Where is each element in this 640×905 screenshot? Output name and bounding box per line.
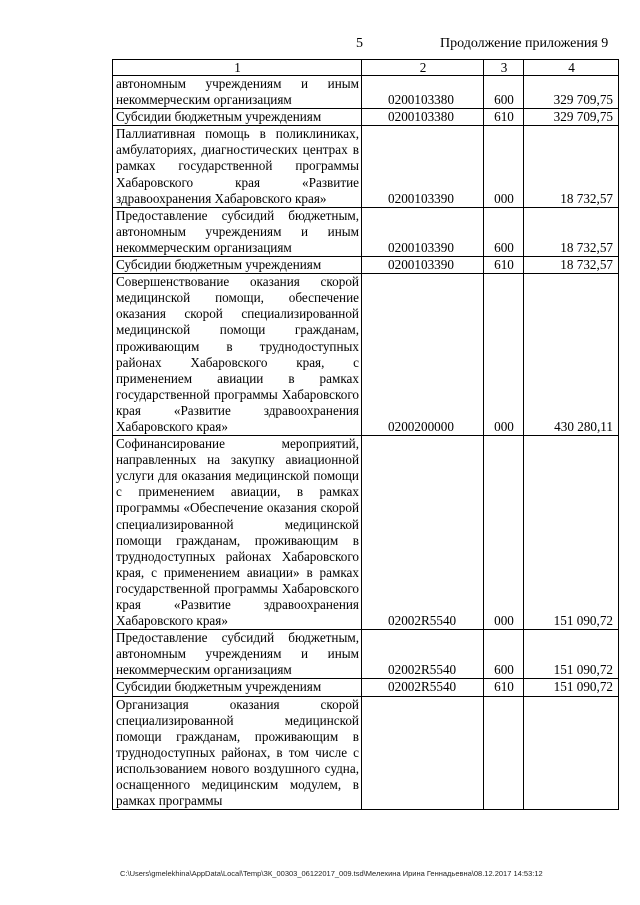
continuation-label: Продолжение приложения 9: [440, 36, 609, 51]
column-header: 2: [362, 60, 484, 76]
row-description: Субсидии бюджетным учреждениям: [113, 257, 362, 274]
row-code: 02002R5540: [362, 630, 484, 679]
budget-table: [112, 59, 619, 810]
row-description: Совершенствование оказания скорой медицинской помощи, обеспечение оказания скорой специализированной медицинской помощи гражданам, проживающим в труднодоступных районах Хабаровского края, с применением авиации в рамках государственной программы Хабаровского края «Развитие здравоохранения Хабаровского края»: [113, 274, 362, 436]
row-expense-type: 610: [484, 257, 524, 274]
row-description: Субсидии бюджетным учреждениям: [113, 109, 362, 126]
row-code: 02002R5540: [362, 679, 484, 696]
table-header-row: [113, 60, 619, 76]
row-code: 0200103390: [362, 126, 484, 207]
row-amount: 430 280,11: [524, 274, 619, 436]
row-expense-type: 600: [484, 207, 524, 256]
table-row: [113, 630, 619, 679]
column-header: 4: [524, 60, 619, 76]
row-description: Субсидии бюджетным учреждениям: [113, 679, 362, 696]
row-amount: 151 090,72: [524, 630, 619, 679]
column-header: 1: [113, 60, 362, 76]
file-path-footer: C:\Users\gmelekhina\AppData\Local\Temp\ЗК_00303_06122017_009.tsd\Мелехина Ирина Геннадьевна\08.12.2017 14:53:12: [120, 869, 543, 878]
row-expense-type: 610: [484, 109, 524, 126]
row-expense-type: 600: [484, 630, 524, 679]
row-amount: 18 732,57: [524, 207, 619, 256]
table-row: [113, 126, 619, 207]
row-amount: 151 090,72: [524, 679, 619, 696]
row-code: 0200103390: [362, 257, 484, 274]
row-description: автономным учреждениям и иным некоммерческим организациям: [113, 76, 362, 109]
table-row: [113, 207, 619, 256]
row-code: 0200103380: [362, 76, 484, 109]
table-row: [113, 696, 619, 810]
table-row: [113, 257, 619, 274]
row-code: 02002R5540: [362, 436, 484, 630]
row-amount: 18 732,57: [524, 257, 619, 274]
row-description: Организация оказания скорой специализированной медицинской помощи гражданам, проживающим в труднодоступных районах, в том числе с использованием нового воздушного судна, оснащенного медицинским модулем, в рамках программы: [113, 696, 362, 810]
table-row: [113, 436, 619, 630]
row-expense-type: [484, 696, 524, 810]
row-expense-type: 600: [484, 76, 524, 109]
column-header: 3: [484, 60, 524, 76]
row-amount: [524, 696, 619, 810]
table-row: [113, 679, 619, 696]
page-number: 5: [356, 36, 363, 51]
table-row: [113, 274, 619, 436]
row-expense-type: 000: [484, 274, 524, 436]
row-amount: 329 709,75: [524, 109, 619, 126]
row-description: Предоставление субсидий бюджетным, автономным учреждениям и иным некоммерческим организациям: [113, 630, 362, 679]
row-code: 0200103390: [362, 207, 484, 256]
row-code: 0200103380: [362, 109, 484, 126]
row-amount: 329 709,75: [524, 76, 619, 109]
row-amount: 151 090,72: [524, 436, 619, 630]
row-description: Паллиативная помощь в поликлиниках, амбулаториях, диагностических центрах в рамках государственной программы Хабаровского края «Развитие здравоохранения Хабаровского края»: [113, 126, 362, 207]
row-description: Предоставление субсидий бюджетным, автономным учреждениям и иным некоммерческим организациям: [113, 207, 362, 256]
row-code: [362, 696, 484, 810]
row-expense-type: 610: [484, 679, 524, 696]
row-expense-type: 000: [484, 126, 524, 207]
row-description: Софинансирование мероприятий, направленных на закупку авиационной услуги для оказания медицинской помощи с применением авиации, в рамках программы «Обеспечение оказания скорой специализированной медицинской помощи гражданам, проживающим в труднодоступных районах Хабаровского края, с применением авиации» в рамках государственной программы Хабаровского края «Развитие здравоохранения Хабаровского края»: [113, 436, 362, 630]
row-amount: 18 732,57: [524, 126, 619, 207]
row-code: 0200200000: [362, 274, 484, 436]
table-row: [113, 76, 619, 109]
row-expense-type: 000: [484, 436, 524, 630]
table-row: [113, 109, 619, 126]
